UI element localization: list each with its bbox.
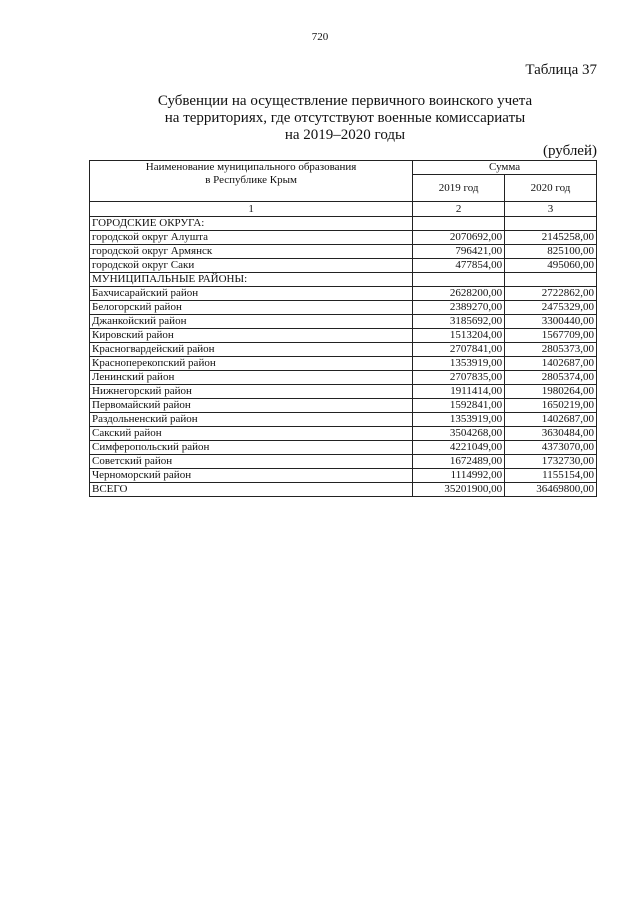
row-name: ГОРОДСКИЕ ОКРУГА: <box>90 217 413 231</box>
document-title <box>0 93 640 144</box>
row-name: Первомайский район <box>90 399 413 413</box>
row-value-2020: 1980264,00 <box>505 385 597 399</box>
row-value-2020: 1402687,00 <box>505 357 597 371</box>
subventions-table <box>89 160 597 497</box>
row-name: городской округ Саки <box>90 259 413 273</box>
row-name: Раздольненский район <box>90 413 413 427</box>
total-row <box>90 483 597 497</box>
table-row <box>90 231 597 245</box>
row-value-2019: 1911414,00 <box>413 385 505 399</box>
row-value-2020: 4373070,00 <box>505 441 597 455</box>
row-name: Кировский район <box>90 329 413 343</box>
row-value-2019: 2070692,00 <box>413 231 505 245</box>
table-row <box>90 371 597 385</box>
row-value-2019: 3185692,00 <box>413 315 505 329</box>
table-row <box>90 343 597 357</box>
row-value-2019: 2707841,00 <box>413 343 505 357</box>
row-value-2019: 1353919,00 <box>413 357 505 371</box>
table-row <box>90 259 597 273</box>
table-row <box>90 441 597 455</box>
row-value-2020 <box>505 217 597 231</box>
row-value-2020: 2805374,00 <box>505 371 597 385</box>
row-value-2020: 2722862,00 <box>505 287 597 301</box>
header-year-2020: 2020 год <box>505 175 597 202</box>
table-row <box>90 399 597 413</box>
row-name: МУНИЦИПАЛЬНЫЕ РАЙОНЫ: <box>90 273 413 287</box>
row-value-2020: 1567709,00 <box>505 329 597 343</box>
table-row <box>90 287 597 301</box>
row-name: Симферопольский район <box>90 441 413 455</box>
header-year-2019: 2019 год <box>413 175 505 202</box>
row-name: Советский район <box>90 455 413 469</box>
row-value-2020: 1732730,00 <box>505 455 597 469</box>
row-name: Нижнегорский район <box>90 385 413 399</box>
table-row <box>90 427 597 441</box>
table-row <box>90 455 597 469</box>
total-2020: 36469800,00 <box>505 483 597 497</box>
table-row <box>90 357 597 371</box>
row-value-2020: 1650219,00 <box>505 399 597 413</box>
row-name: Черноморский район <box>90 469 413 483</box>
row-value-2020: 3300440,00 <box>505 315 597 329</box>
row-value-2019: 2707835,00 <box>413 371 505 385</box>
table-body <box>90 217 597 483</box>
row-value-2020: 2475329,00 <box>505 301 597 315</box>
row-value-2020: 2805373,00 <box>505 343 597 357</box>
title-line-1: Субвенции на осуществление первичного воинского учета <box>157 93 533 109</box>
row-value-2019: 1114992,00 <box>413 469 505 483</box>
row-value-2019: 3504268,00 <box>413 427 505 441</box>
row-name: Красногвардейский район <box>90 343 413 357</box>
row-value-2019: 1592841,00 <box>413 399 505 413</box>
row-name: Белогорский район <box>90 301 413 315</box>
total-2019: 35201900,00 <box>413 483 505 497</box>
row-value-2019: 2389270,00 <box>413 301 505 315</box>
table-row <box>90 217 597 231</box>
table-row <box>90 329 597 343</box>
row-value-2019: 477854,00 <box>413 259 505 273</box>
row-name: Красноперекопский район <box>90 357 413 371</box>
header-sum: Сумма <box>413 161 597 175</box>
table-row <box>90 413 597 427</box>
row-value-2019: 1513204,00 <box>413 329 505 343</box>
row-value-2019 <box>413 217 505 231</box>
row-value-2020: 2145258,00 <box>505 231 597 245</box>
row-value-2019: 1672489,00 <box>413 455 505 469</box>
table-row <box>90 385 597 399</box>
column-number-1: 1 <box>90 202 413 217</box>
row-value-2020: 825100,00 <box>505 245 597 259</box>
table-row <box>90 315 597 329</box>
row-value-2019: 4221049,00 <box>413 441 505 455</box>
row-name: Сакский район <box>90 427 413 441</box>
row-value-2020: 1402687,00 <box>505 413 597 427</box>
header-name <box>90 161 413 202</box>
title-line-3: на 2019–2020 годы <box>284 127 406 143</box>
column-number-2: 2 <box>413 202 505 217</box>
table-label: Таблица 37 <box>525 62 597 78</box>
row-name: Ленинский район <box>90 371 413 385</box>
title-line-2: на территориях, где отсутствуют военные комиссариаты <box>164 110 526 126</box>
table-row <box>90 469 597 483</box>
page-number: 720 <box>311 31 329 43</box>
row-name: городской округ Армянск <box>90 245 413 259</box>
row-name: городской округ Алушта <box>90 231 413 245</box>
row-value-2020 <box>505 273 597 287</box>
table-row <box>90 245 597 259</box>
total-label: ВСЕГО <box>90 483 413 497</box>
row-name: Джанкойский район <box>90 315 413 329</box>
header-name-line-1: Наименование муниципального образования <box>145 161 357 173</box>
row-name: Бахчисарайский район <box>90 287 413 301</box>
row-value-2019 <box>413 273 505 287</box>
row-value-2019: 796421,00 <box>413 245 505 259</box>
row-value-2020: 3630484,00 <box>505 427 597 441</box>
row-value-2020: 1155154,00 <box>505 469 597 483</box>
header-name-line-2: в Республике Крым <box>205 174 297 186</box>
row-value-2019: 2628200,00 <box>413 287 505 301</box>
row-value-2020: 495060,00 <box>505 259 597 273</box>
column-number-3: 3 <box>505 202 597 217</box>
unit-label: (рублей) <box>542 143 597 159</box>
row-value-2019: 1353919,00 <box>413 413 505 427</box>
table-row <box>90 301 597 315</box>
table-row <box>90 273 597 287</box>
